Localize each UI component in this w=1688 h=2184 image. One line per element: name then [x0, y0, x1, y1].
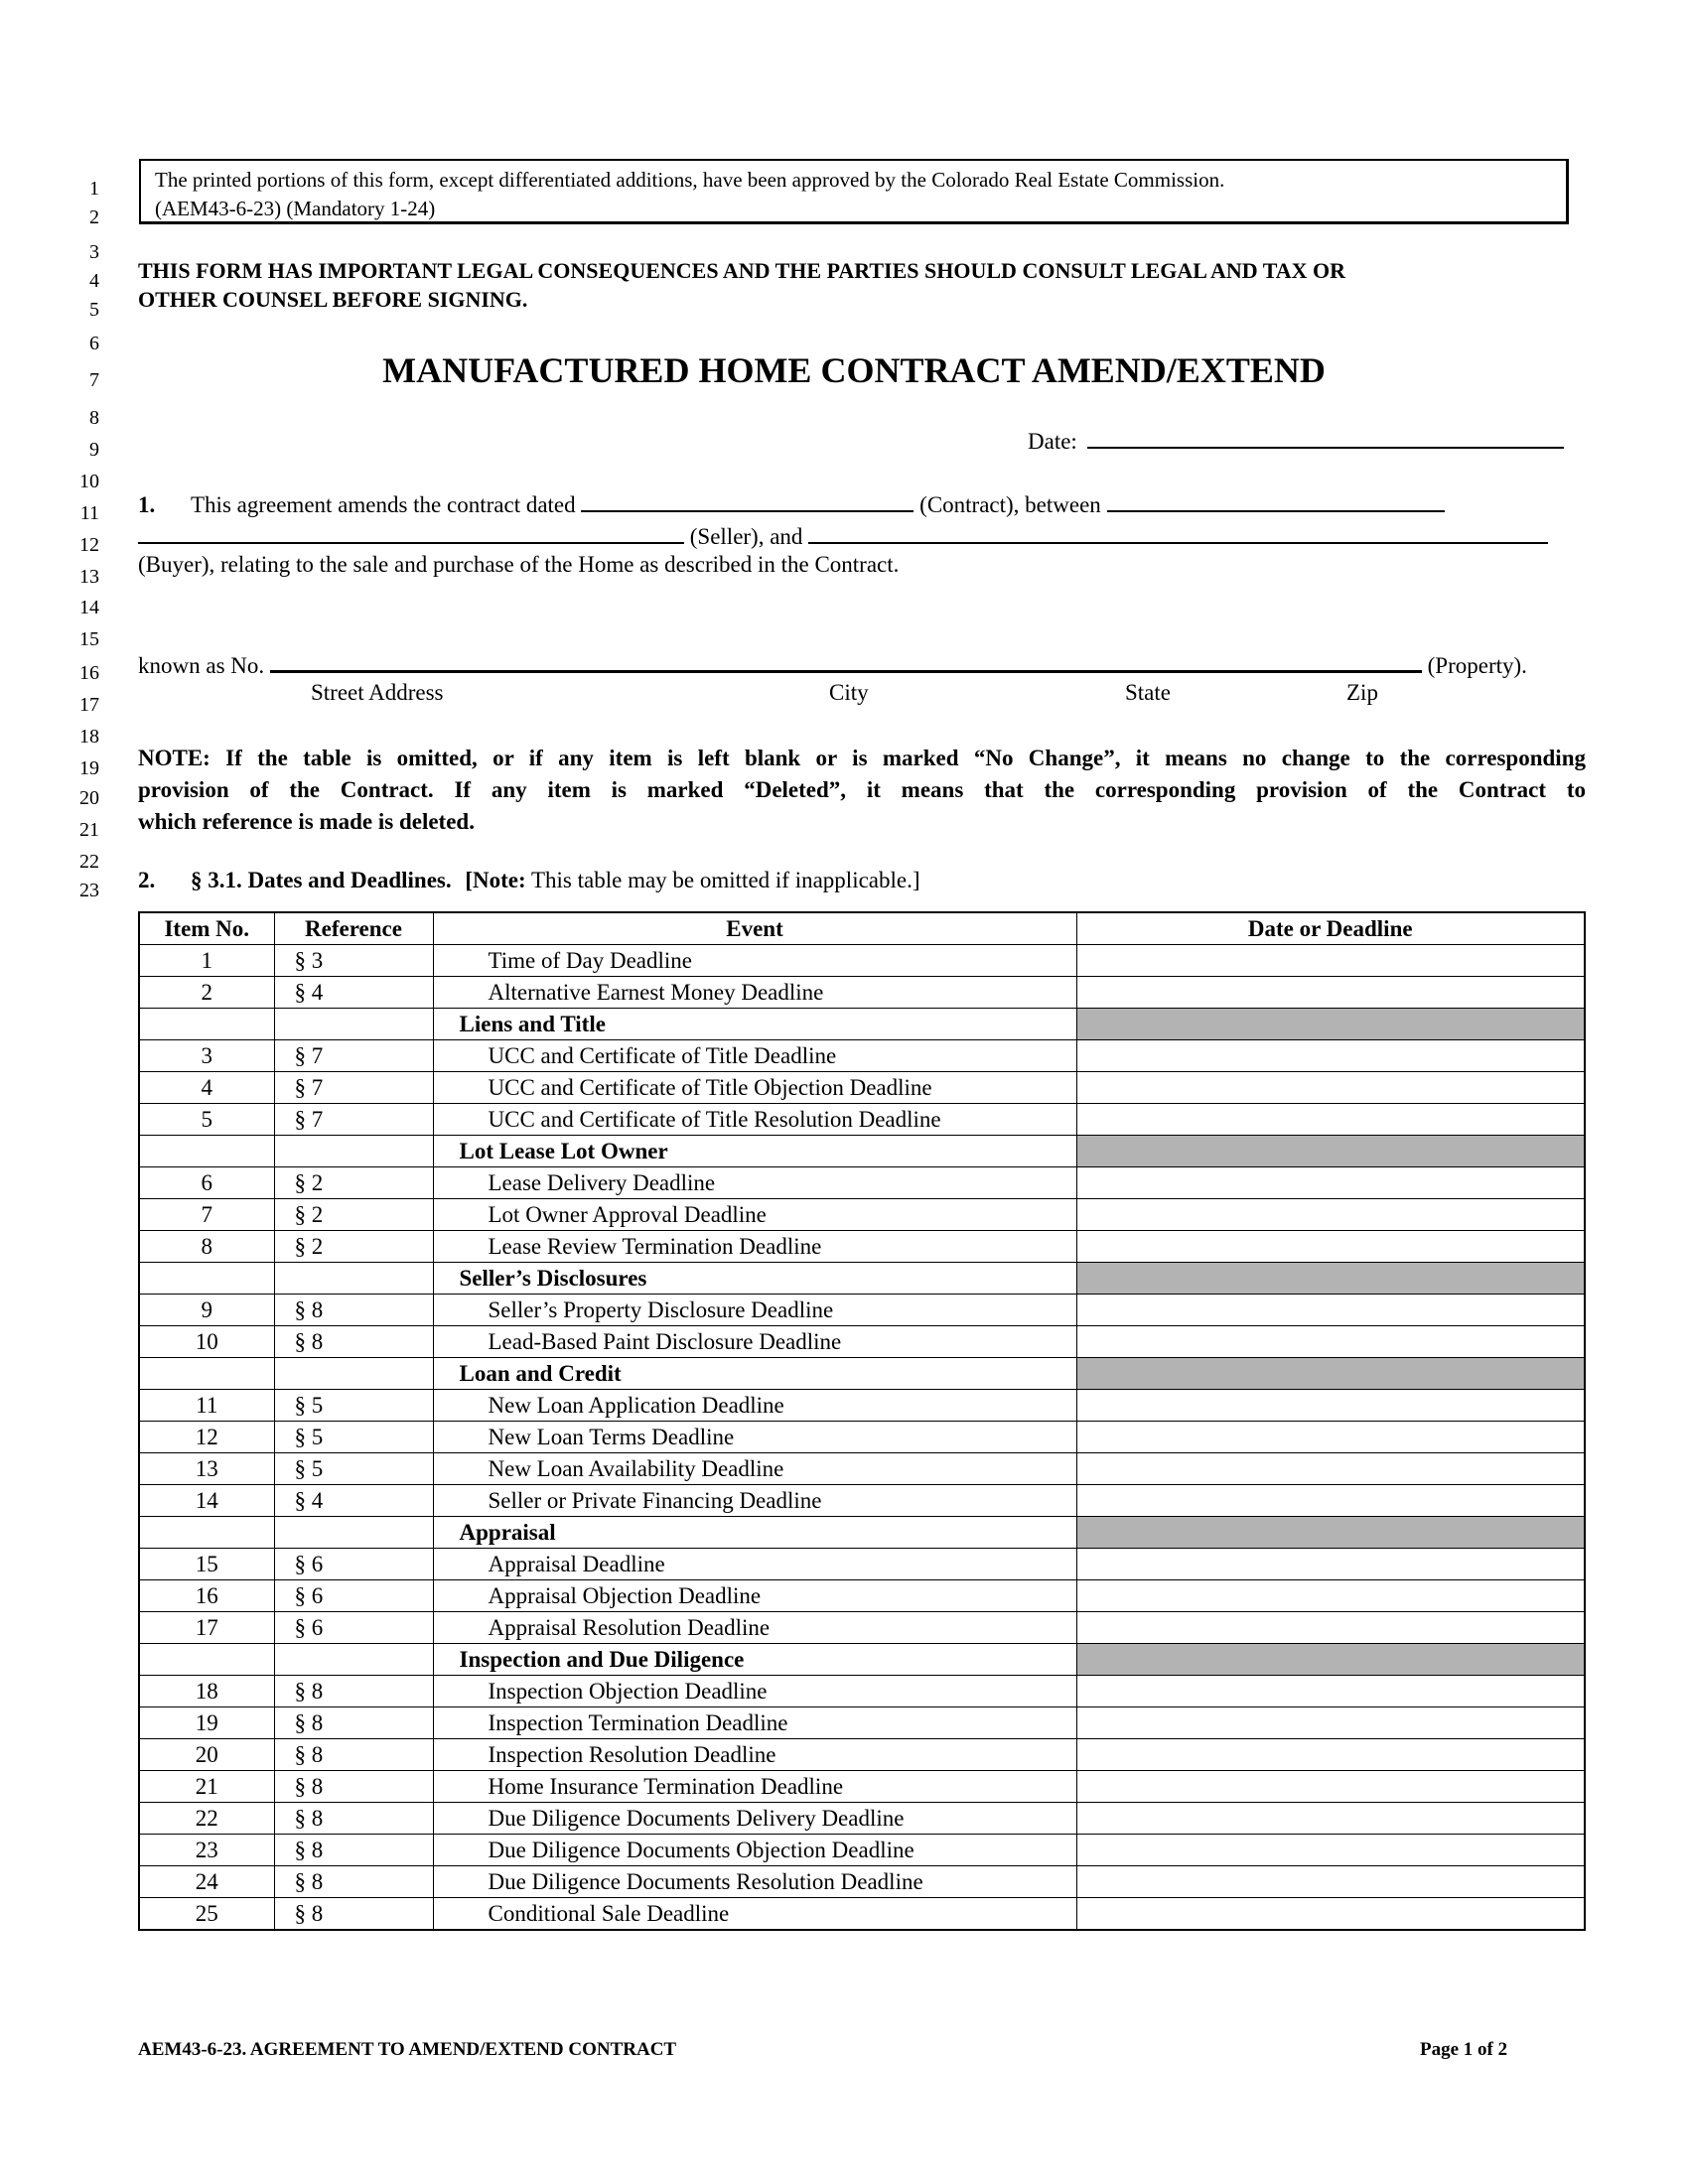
line-number: 11: [79, 502, 99, 524]
category-label: Loan and Credit: [433, 1358, 1076, 1390]
table-category-row: [139, 1136, 1585, 1167]
reference: § 3: [274, 945, 433, 977]
event: New Loan Terms Deadline: [433, 1422, 1076, 1453]
table-row: [139, 1898, 1585, 1931]
table-row: [139, 1485, 1585, 1517]
shaded-cell: [1076, 1358, 1585, 1390]
date-deadline-cell[interactable]: [1076, 1580, 1585, 1612]
empty-cell: [139, 1517, 274, 1549]
table-row: [139, 977, 1585, 1009]
date-deadline-cell[interactable]: [1076, 1676, 1585, 1707]
date-deadline-cell[interactable]: [1076, 1485, 1585, 1517]
line-number: 23: [79, 880, 99, 901]
item-number: 3: [139, 1040, 274, 1072]
reference: § 8: [274, 1898, 433, 1931]
line-number: 18: [79, 726, 99, 748]
table-category-row: [139, 1644, 1585, 1676]
table-row: [139, 1676, 1585, 1707]
event: Seller’s Property Disclosure Deadline: [433, 1295, 1076, 1326]
empty-cell: [274, 1136, 433, 1167]
item-number: 21: [139, 1771, 274, 1803]
item-number: 20: [139, 1739, 274, 1771]
item-number: 8: [139, 1231, 274, 1263]
date-deadline-cell[interactable]: [1076, 1072, 1585, 1104]
date-deadline-cell[interactable]: [1076, 1835, 1585, 1866]
item-number: 18: [139, 1676, 274, 1707]
line-number: 9: [89, 439, 99, 461]
item-number: 25: [139, 1898, 274, 1931]
event: Inspection Resolution Deadline: [433, 1739, 1076, 1771]
date-deadline-cell[interactable]: [1076, 1771, 1585, 1803]
table-row: [139, 1231, 1585, 1263]
line-number: 19: [79, 757, 99, 779]
date-row: [1028, 425, 1564, 455]
table-category-row: [139, 1263, 1585, 1295]
item-number: 12: [139, 1422, 274, 1453]
item-number: 9: [139, 1295, 274, 1326]
event: Time of Day Deadline: [433, 945, 1076, 977]
category-label: Lot Lease Lot Owner: [433, 1136, 1076, 1167]
date-deadline-cell[interactable]: [1076, 1167, 1585, 1199]
empty-cell: [139, 1358, 274, 1390]
buyer-text: (Buyer), relating to the sale and purchase of the Home as described in the Contract.: [138, 552, 900, 577]
event: Lease Review Termination Deadline: [433, 1231, 1076, 1263]
event: Home Insurance Termination Deadline: [433, 1771, 1076, 1803]
address-label-zip: Zip: [1346, 680, 1378, 705]
item-number: 17: [139, 1612, 274, 1644]
date-deadline-cell[interactable]: [1076, 1549, 1585, 1580]
reference: § 5: [274, 1390, 433, 1422]
date-deadline-cell[interactable]: [1076, 1612, 1585, 1644]
reference: § 7: [274, 1040, 433, 1072]
empty-cell: [139, 1009, 274, 1040]
category-label: Seller’s Disclosures: [433, 1263, 1076, 1295]
date-deadline-cell[interactable]: [1076, 945, 1585, 977]
contract-label: (Contract), between: [919, 492, 1101, 517]
event: Inspection Objection Deadline: [433, 1676, 1076, 1707]
legal-warning: [138, 256, 1345, 314]
empty-cell: [274, 1358, 433, 1390]
item-number: 5: [139, 1104, 274, 1136]
event: Due Diligence Documents Delivery Deadline: [433, 1803, 1076, 1835]
header-item-no: Item No.: [139, 912, 274, 945]
reference: § 8: [274, 1326, 433, 1358]
table-category-row: [139, 1358, 1585, 1390]
item-number: 11: [139, 1390, 274, 1422]
event: Seller or Private Financing Deadline: [433, 1485, 1076, 1517]
event: Appraisal Deadline: [433, 1549, 1076, 1580]
date-deadline-cell[interactable]: [1076, 1231, 1585, 1263]
reference: § 7: [274, 1104, 433, 1136]
table-category-row: [139, 1517, 1585, 1549]
section2-note-text: This table may be omitted if inapplicable.]: [525, 868, 920, 892]
reference: § 8: [274, 1295, 433, 1326]
item-number: 23: [139, 1835, 274, 1866]
shaded-cell: [1076, 1517, 1585, 1549]
note-paragraph: [138, 743, 1586, 838]
reference: § 6: [274, 1612, 433, 1644]
item-number: 19: [139, 1707, 274, 1739]
date-deadline-cell[interactable]: [1076, 1898, 1585, 1931]
known-as-label: known as No.: [138, 653, 265, 678]
table-row: [139, 1295, 1585, 1326]
property-row: [138, 648, 1527, 679]
table-row: [139, 1422, 1585, 1453]
empty-cell: [274, 1009, 433, 1040]
contract-date-field[interactable]: [581, 488, 914, 512]
reference: § 7: [274, 1072, 433, 1104]
event: UCC and Certificate of Title Resolution Deadline: [433, 1104, 1076, 1136]
footer-page-number: Page 1 of 2: [1420, 2039, 1508, 2060]
shaded-cell: [1076, 1009, 1585, 1040]
table-row: [139, 1549, 1585, 1580]
category-label: Liens and Title: [433, 1009, 1076, 1040]
line-number: 21: [79, 819, 99, 841]
section1-number: 1.: [138, 492, 156, 517]
item-number: 16: [139, 1580, 274, 1612]
item-number: 2: [139, 977, 274, 1009]
line-number: 3: [89, 241, 99, 263]
reference: § 2: [274, 1231, 433, 1263]
date-deadline-cell[interactable]: [1076, 1040, 1585, 1072]
section1-text: This agreement amends the contract dated: [191, 492, 576, 517]
table-row: [139, 1866, 1585, 1898]
table-row: [139, 1104, 1585, 1136]
category-label: Inspection and Due Diligence: [433, 1644, 1076, 1676]
date-deadline-cell[interactable]: [1076, 1199, 1585, 1231]
date-deadline-cell[interactable]: [1076, 1453, 1585, 1485]
header-reference: Reference: [274, 912, 433, 945]
event: New Loan Availability Deadline: [433, 1453, 1076, 1485]
reference: § 8: [274, 1676, 433, 1707]
reference: § 8: [274, 1739, 433, 1771]
date-deadline-cell[interactable]: [1076, 1707, 1585, 1739]
event: Appraisal Objection Deadline: [433, 1580, 1076, 1612]
line-number: 7: [89, 369, 99, 391]
approval-notice-box: [139, 159, 1569, 224]
line-number: 8: [89, 407, 99, 429]
date-field[interactable]: [1087, 425, 1564, 449]
date-deadline-cell[interactable]: [1076, 977, 1585, 1009]
item-number: 6: [139, 1167, 274, 1199]
date-deadline-cell[interactable]: [1076, 1422, 1585, 1453]
empty-cell: [139, 1263, 274, 1295]
table-row: [139, 1326, 1585, 1358]
date-deadline-cell[interactable]: [1076, 1866, 1585, 1898]
table-row: [139, 1167, 1585, 1199]
item-number: 13: [139, 1453, 274, 1485]
header-event: Event: [433, 912, 1076, 945]
section2-number: 2.: [138, 868, 156, 892]
item-number: 15: [139, 1549, 274, 1580]
category-label: Appraisal: [433, 1517, 1076, 1549]
item-number: 4: [139, 1072, 274, 1104]
shaded-cell: [1076, 1644, 1585, 1676]
table-row: [139, 1072, 1585, 1104]
line-number: 4: [89, 270, 99, 292]
date-deadline-cell[interactable]: [1076, 1326, 1585, 1358]
reference: § 6: [274, 1549, 433, 1580]
line-number: 5: [89, 299, 99, 321]
table-row: [139, 1612, 1585, 1644]
event: Due Diligence Documents Objection Deadline: [433, 1835, 1076, 1866]
reference: § 2: [274, 1167, 433, 1199]
reference: § 5: [274, 1422, 433, 1453]
item-number: 10: [139, 1326, 274, 1358]
note-line1: NOTE: If the table is omitted, or if any item is left blank or is marked “No Change”, it means no change to the corresponding: [138, 746, 1586, 770]
date-label: Date:: [1028, 429, 1077, 454]
section2-note-label: [Note:: [465, 868, 526, 892]
event: Conditional Sale Deadline: [433, 1898, 1076, 1931]
reference: § 4: [274, 1485, 433, 1517]
line-number: 10: [79, 471, 99, 492]
item-number: 7: [139, 1199, 274, 1231]
property-label: (Property).: [1427, 653, 1527, 678]
property-address-field[interactable]: [270, 648, 1422, 673]
section1-line1: [138, 488, 1573, 518]
header-date-deadline: Date or Deadline: [1076, 912, 1585, 945]
event: Lease Delivery Deadline: [433, 1167, 1076, 1199]
event: New Loan Application Deadline: [433, 1390, 1076, 1422]
empty-cell: [274, 1517, 433, 1549]
event: Appraisal Resolution Deadline: [433, 1612, 1076, 1644]
legal-warning-line2: OTHER COUNSEL BEFORE SIGNING.: [138, 287, 528, 312]
date-deadline-cell[interactable]: [1076, 1295, 1585, 1326]
table-row: [139, 945, 1585, 977]
table-row: [139, 1199, 1585, 1231]
section1-line2: [138, 520, 1548, 550]
line-number: 15: [79, 628, 99, 650]
event: UCC and Certificate of Title Deadline: [433, 1040, 1076, 1072]
table-row: [139, 1390, 1585, 1422]
event: Lot Owner Approval Deadline: [433, 1199, 1076, 1231]
section2-title: § 3.1. Dates and Deadlines.: [191, 868, 452, 892]
legal-warning-line1: THIS FORM HAS IMPORTANT LEGAL CONSEQUENCES AND THE PARTIES SHOULD CONSULT LEGAL AND TAX OR: [138, 258, 1346, 283]
page-title: MANUFACTURED HOME CONTRACT AMEND/EXTEND: [382, 350, 1326, 390]
seller-field[interactable]: [138, 520, 684, 544]
item-number: 1: [139, 945, 274, 977]
reference: § 5: [274, 1453, 433, 1485]
buyer-field[interactable]: [808, 520, 1548, 544]
empty-cell: [139, 1644, 274, 1676]
address-label-street: Street Address: [311, 680, 444, 705]
date-deadline-cell[interactable]: [1076, 1104, 1585, 1136]
empty-cell: [274, 1263, 433, 1295]
note-line2: provision of the Contract. If any item is marked “Deleted”, it means that the corresponding provision of the Contract to: [138, 777, 1586, 802]
table-header-row: [139, 912, 1585, 945]
line-number: 16: [79, 662, 99, 684]
seller-label: (Seller), and: [689, 524, 803, 549]
table-row: [139, 1453, 1585, 1485]
reference: § 8: [274, 1771, 433, 1803]
event: Inspection Termination Deadline: [433, 1707, 1076, 1739]
table-row: [139, 1707, 1585, 1739]
reference: § 8: [274, 1707, 433, 1739]
item-number: 14: [139, 1485, 274, 1517]
event: Lead-Based Paint Disclosure Deadline: [433, 1326, 1076, 1358]
section2-heading: [138, 868, 920, 893]
approval-notice-line2: (AEM43-6-23) (Mandatory 1-24): [155, 197, 436, 220]
table-row: [139, 1803, 1585, 1835]
line-number: 20: [79, 787, 99, 809]
shaded-cell: [1076, 1263, 1585, 1295]
empty-cell: [274, 1644, 433, 1676]
footer-form-id: AEM43-6-23. AGREEMENT TO AMEND/EXTEND CONTRACT: [138, 2039, 677, 2060]
line-number: 1: [89, 178, 99, 200]
seller-field-a[interactable]: [1107, 488, 1445, 512]
date-deadline-cell[interactable]: [1076, 1803, 1585, 1835]
line-number: 12: [79, 534, 99, 556]
table-row: [139, 1040, 1585, 1072]
table-row: [139, 1580, 1585, 1612]
date-deadline-cell[interactable]: [1076, 1390, 1585, 1422]
table-row: [139, 1771, 1585, 1803]
item-number: 24: [139, 1866, 274, 1898]
reference: § 6: [274, 1580, 433, 1612]
table-category-row: [139, 1009, 1585, 1040]
line-number: 6: [89, 333, 99, 354]
line-number: 14: [79, 597, 99, 618]
event: Due Diligence Documents Resolution Deadline: [433, 1866, 1076, 1898]
address-label-city: City: [829, 680, 869, 705]
date-deadline-cell[interactable]: [1076, 1739, 1585, 1771]
address-label-state: State: [1125, 680, 1171, 705]
event: Alternative Earnest Money Deadline: [433, 977, 1076, 1009]
approval-notice-line1: The printed portions of this form, except differentiated additions, have been approved by the Colorado Real Estate Commission.: [155, 168, 1225, 192]
line-number: 2: [89, 206, 99, 228]
item-number: 22: [139, 1803, 274, 1835]
line-number: 17: [79, 694, 99, 716]
table-row: [139, 1835, 1585, 1866]
reference: § 8: [274, 1835, 433, 1866]
note-line3: which reference is made is deleted.: [138, 809, 475, 834]
event: UCC and Certificate of Title Objection Deadline: [433, 1072, 1076, 1104]
table-row: [139, 1739, 1585, 1771]
dates-deadlines-table: [138, 911, 1586, 1931]
reference: § 8: [274, 1803, 433, 1835]
shaded-cell: [1076, 1136, 1585, 1167]
reference: § 4: [274, 977, 433, 1009]
reference: § 8: [274, 1866, 433, 1898]
reference: § 2: [274, 1199, 433, 1231]
empty-cell: [139, 1136, 274, 1167]
line-number: 13: [79, 566, 99, 588]
line-number: 22: [79, 851, 99, 873]
